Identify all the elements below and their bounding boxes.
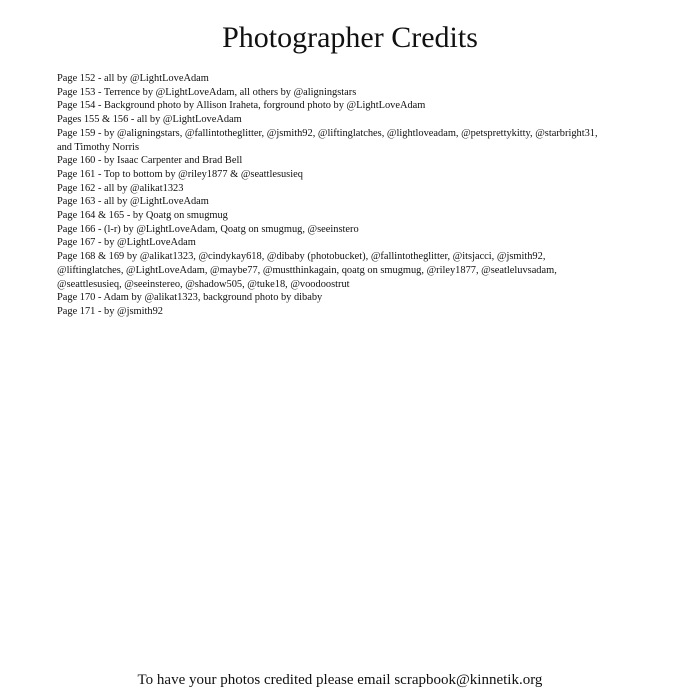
credits-list xyxy=(57,72,657,319)
credit-line: Page 153 - Terrence by @LightLoveAdam, all others by @aligningstars xyxy=(57,86,357,98)
credit-line: Pages 155 & 156 - all by @LightLoveAdam xyxy=(57,114,242,126)
credit-line: Page 171 - by @jsmith92 xyxy=(57,305,163,317)
credit-line: Page 162 - all by @alikat1323 xyxy=(57,182,184,194)
credit-line: and Timothy Norris xyxy=(57,141,139,153)
credit-line: Page 161 - Top to bottom by @riley1877 & @seattlesusieq xyxy=(57,168,303,180)
credit-line: Page 166 - (l-r) by @LightLoveAdam, Qoatg on smugmug, @seeinstero xyxy=(57,223,359,235)
credit-line: Page 167 - by @LightLoveAdam xyxy=(57,237,196,249)
page-title: Photographer Credits xyxy=(222,21,478,54)
credit-line: Page 170 - Adam by @alikat1323, background photo by dibaby xyxy=(57,292,323,304)
footer-note: To have your photos credited please email scrapbook@kinnetik.org xyxy=(137,672,543,688)
credit-line: Page 154 - Background photo by Allison Iraheta, forground photo by @LightLoveAdam xyxy=(57,100,426,112)
credit-line: @seattlesusieq, @seeinstereo, @shadow505, @tuke18, @voodoostrut xyxy=(57,278,350,290)
credit-line: Page 159 - by @aligningstars, @fallintotheglitter, @jsmith92, @liftinglatches, @lightloveadam, @petsprettykitty, @starbright31, xyxy=(57,127,598,139)
credit-line: Page 168 & 169 by @alikat1323, @cindykay618, @dibaby (photobucket), @fallintotheglitter, @itsjacci, @jsmith92, xyxy=(57,251,546,263)
credit-line: @liftinglatches, @LightLoveAdam, @maybe77, @mustthinkagain, qoatg on smugmug, @riley1877, @seatleluvsadam, xyxy=(57,264,557,276)
credit-line: Page 160 - by Isaac Carpenter and Brad Bell xyxy=(57,155,243,167)
credit-line: Page 164 & 165 - by Qoatg on smugmug xyxy=(57,210,228,222)
credit-line: Page 163 - all by @LightLoveAdam xyxy=(57,196,209,208)
credit-line: Page 152 - all by @LightLoveAdam xyxy=(57,73,209,84)
